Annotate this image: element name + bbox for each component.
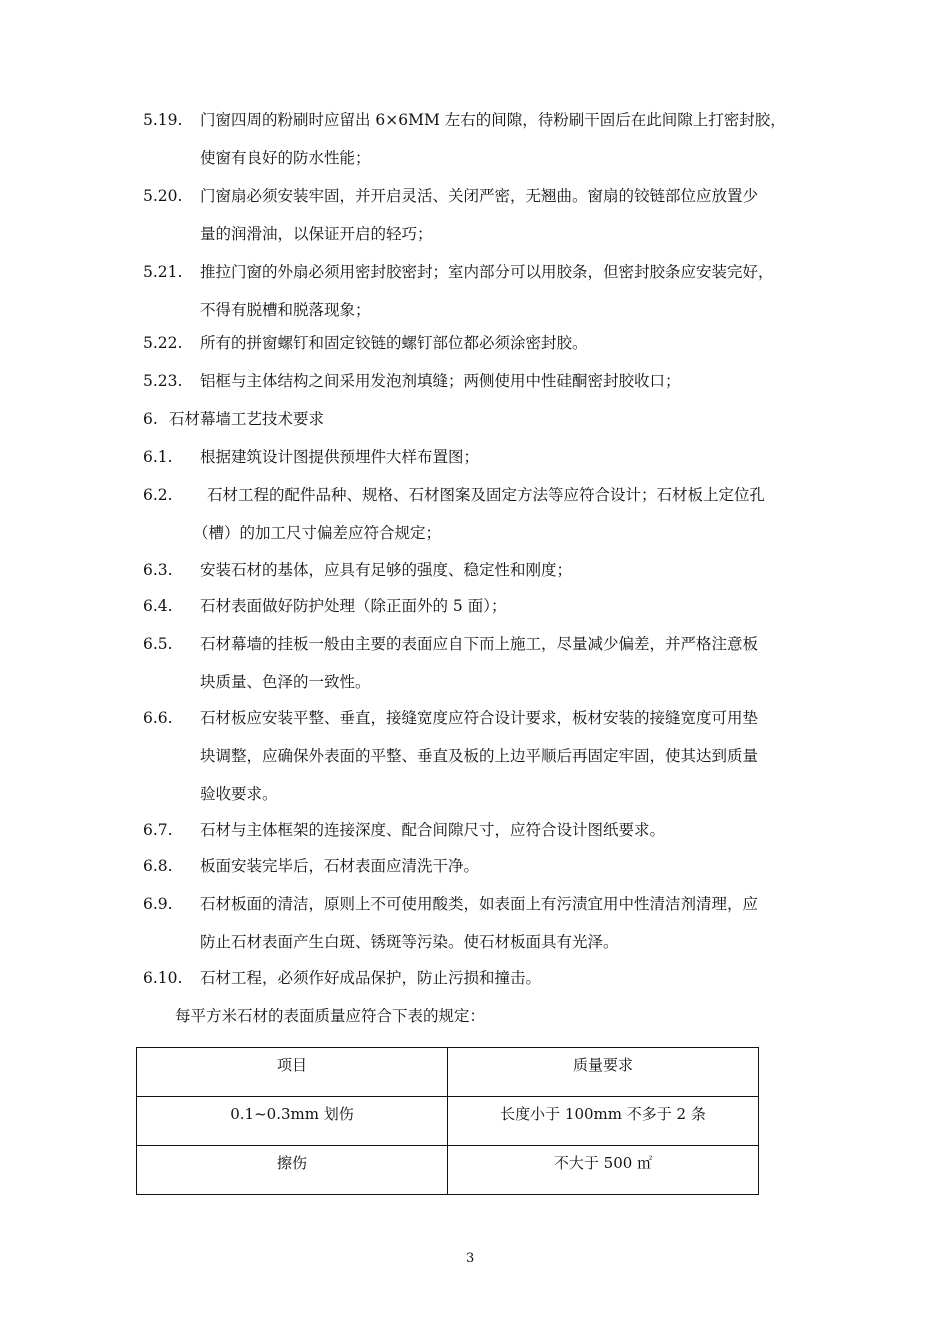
item-number: 6.7. (143, 821, 173, 839)
item-text: 门窗四周的粉刷时应留出 6×6MM 左右的间隙，待粉刷干固后在此间隙上打密封胶， (200, 111, 786, 129)
item-text: 石材工程，必须作好成品保护，防止污损和撞击。 (200, 969, 542, 987)
section-number: 6. (143, 410, 158, 428)
quality-table (136, 1047, 759, 1195)
item-text-continuation: （槽）的加工尺寸偏差应符合规定； (193, 524, 442, 542)
item-text: 石材与主体框架的连接深度、配合间隙尺寸，应符合设计图纸要求。 (200, 821, 666, 839)
table-cell: 不大于 500 ㎡ (448, 1146, 759, 1195)
table-row (137, 1146, 759, 1195)
table-header-row (137, 1048, 759, 1097)
item-text-continuation: 验收要求。 (200, 785, 278, 803)
item-text: 门窗扇必须安装牢固，并开启灵活、关闭严密，无翘曲。窗扇的铰链部位应放置少 (200, 187, 759, 205)
item-text: 铝框与主体结构之间采用发泡剂填缝；两侧使用中性硅酮密封胶收口； (200, 372, 681, 390)
item-text-continuation: 使窗有良好的防水性能； (200, 149, 371, 167)
item-number: 5.21. (143, 263, 183, 281)
page-number: 3 (466, 1251, 475, 1266)
item-number: 6.3. (143, 561, 173, 579)
item-number: 6.1. (143, 448, 173, 466)
item-number: 6.2. (143, 486, 173, 504)
item-text-continuation: 块质量、色泽的一致性。 (200, 673, 371, 691)
item-text: 石材板应安装平整、垂直，接缝宽度应符合设计要求，板材安装的接缝宽度可用垫 (200, 709, 759, 727)
item-text: 根据建筑设计图提供预埋件大样布置图； (200, 448, 480, 466)
item-number: 6.9. (143, 895, 173, 913)
table-cell: 擦伤 (137, 1146, 448, 1195)
item-text: 石材表面做好防护处理（除正面外的 5 面）； (200, 597, 507, 615)
item-text: 石材工程的配件品种、规格、石材图案及固定方法等应符合设计；石材板上定位孔 (207, 486, 766, 504)
item-text: 推拉门窗的外扇必须用密封胶密封；室内部分可以用胶条，但密封胶条应安装完好， (200, 263, 774, 281)
item-number: 5.22. (143, 334, 183, 352)
item-text-continuation: 不得有脱槽和脱落现象； (200, 301, 371, 319)
item-number: 6.10. (143, 969, 183, 987)
item-text-continuation: 防止石材表面产生白斑、锈斑等污染。使石材板面具有光泽。 (200, 933, 619, 951)
table-header-cell: 质量要求 (448, 1048, 759, 1097)
item-text: 石材板面的清洁，原则上不可使用酸类，如表面上有污渍宜用中性清洁剂清理，应 (200, 895, 759, 913)
item-text: 石材幕墙的挂板一般由主要的表面应自下而上施工，尽量减少偏差，并严格注意板 (200, 635, 759, 653)
item-text-continuation: 块调整，应确保外表面的平整、垂直及板的上边平顺后再固定牢固，使其达到质量 (200, 747, 759, 765)
item-number: 5.19. (143, 111, 183, 129)
table-intro: 每平方米石材的表面质量应符合下表的规定： (175, 1007, 486, 1025)
item-text: 安装石材的基体，应具有足够的强度、稳定性和刚度； (200, 561, 573, 579)
item-text-continuation: 量的润滑油，以保证开启的轻巧； (200, 225, 433, 243)
section-title: 石材幕墙工艺技术要求 (169, 410, 325, 428)
table-row (137, 1097, 759, 1146)
table-header-cell: 项目 (137, 1048, 448, 1097)
item-number: 6.6. (143, 709, 173, 727)
item-text: 板面安装完毕后，石材表面应清洗干净。 (200, 857, 480, 875)
table-cell: 长度小于 100mm 不多于 2 条 (448, 1097, 759, 1146)
item-number: 5.20. (143, 187, 183, 205)
item-text: 所有的拼窗螺钉和固定铰链的螺钉部位都必须涂密封胶。 (200, 334, 588, 352)
item-number: 5.23. (143, 372, 183, 390)
table-cell: 0.1~0.3mm 划伤 (137, 1097, 448, 1146)
item-number: 6.4. (143, 597, 173, 615)
item-number: 6.8. (143, 857, 173, 875)
item-number: 6.5. (143, 635, 173, 653)
